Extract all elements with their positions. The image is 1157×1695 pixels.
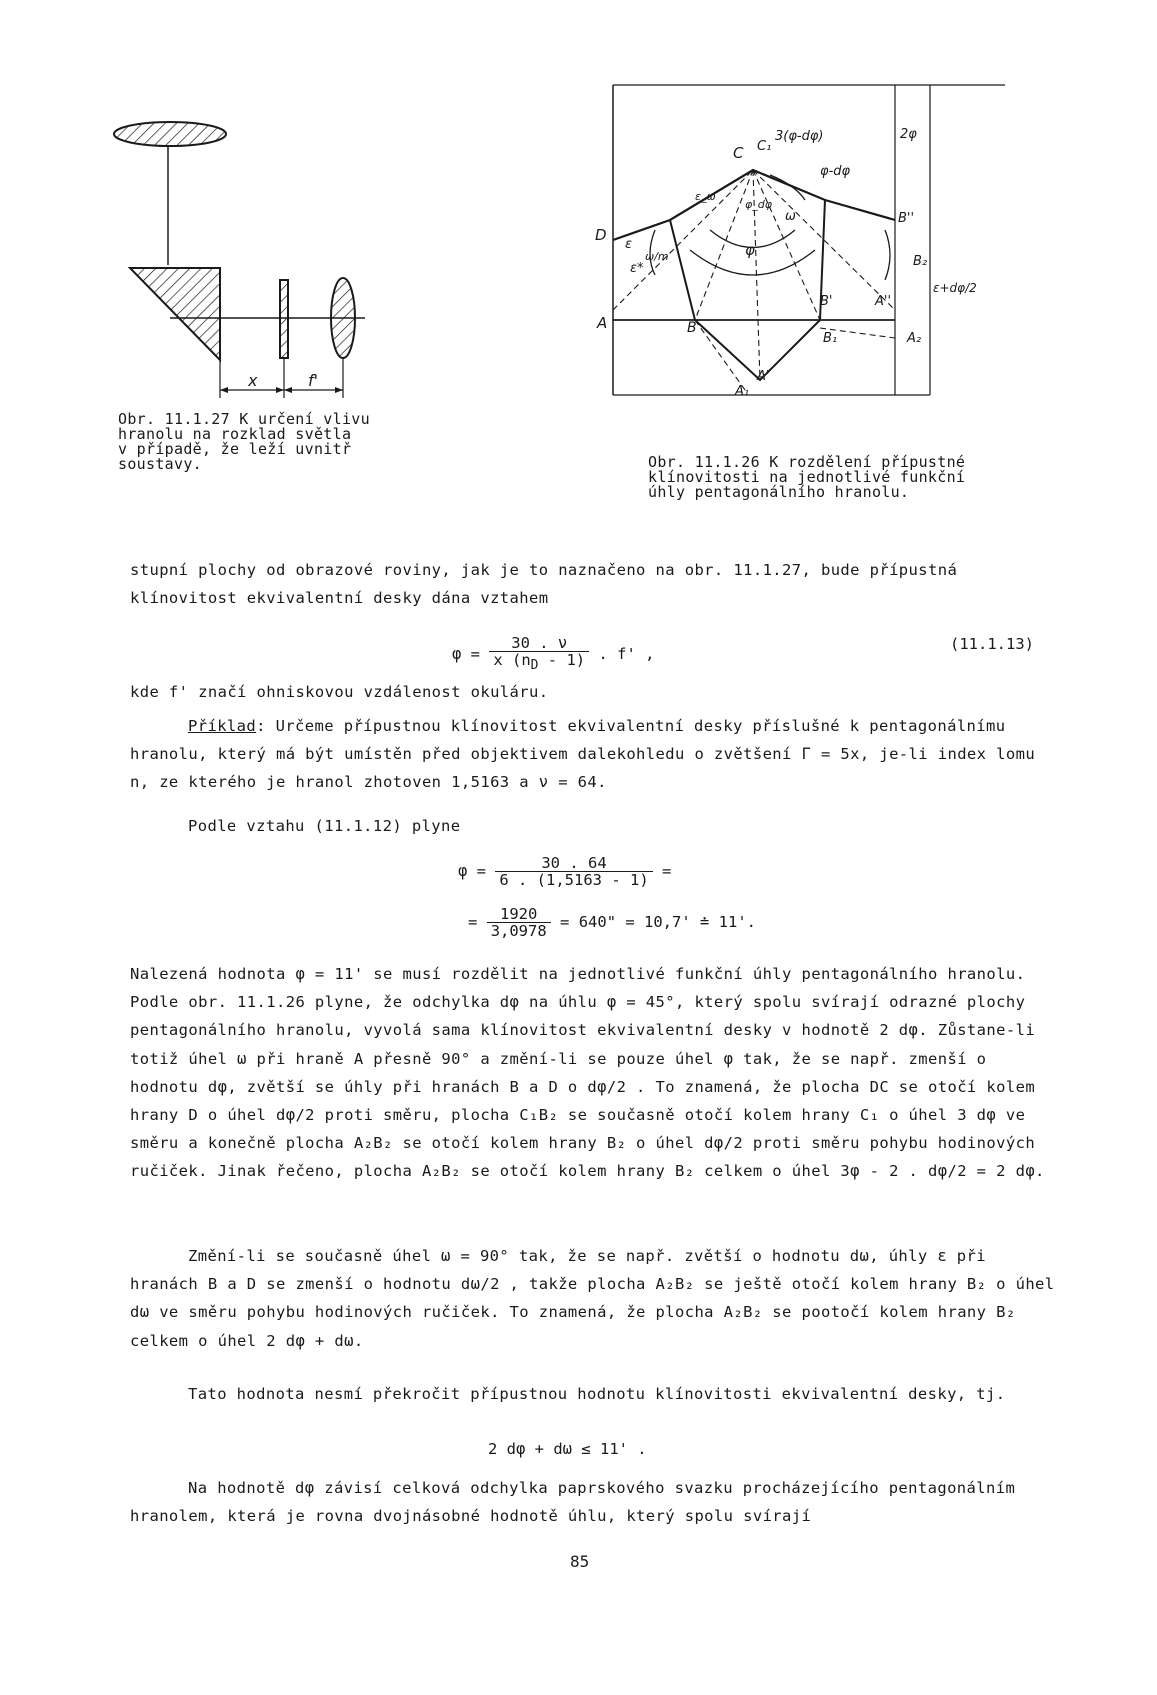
left-figure-caption: Obr. 11.1.27 K určení vlivu hranolu na rozklad světla v případě, že leží uvnitř soustavy. xyxy=(118,410,370,473)
label-A: A xyxy=(597,314,608,332)
figure-prism-in-system xyxy=(110,110,370,420)
label-eps: ε xyxy=(625,237,633,252)
label-B-double-prime: B'' xyxy=(898,211,915,226)
label-x: x xyxy=(248,371,258,390)
eyepiece-lens xyxy=(331,278,355,358)
label-C1: C₁ xyxy=(757,139,772,154)
label-phi-d: φ_dφ xyxy=(745,198,772,211)
objective-lens xyxy=(114,122,226,146)
equation-11-1-13: φ = $\frac{30 . \nu}{x (n_D - 1)}$ . f' , xyxy=(452,634,655,674)
label-C: C xyxy=(733,144,744,162)
paragraph-4: Podle vztahu (11.1.12) plyne xyxy=(188,817,461,835)
label-A2: A₂ xyxy=(907,331,922,346)
equation-computation: φ = $\frac{30 . 64}{6 . (1,5163 - 1)}$ = xyxy=(458,854,672,889)
paragraph-2: kde f' značí ohniskovou vzdálenost okuláru. xyxy=(130,683,549,701)
paragraph-7: Tato hodnota nesmí překročit přípustnou hodnotu klínovitosti ekvivalentní desky, tj. xyxy=(188,1385,1006,1403)
label-three-phi: 3(φ-dφ) xyxy=(775,129,824,144)
paragraph-example: Příklad: Určeme přípustnou klínovitost ekvivalentní desky příslušné k pentagonálnímu hranolu, který má být umístěn před objektivem dalekohledu o zvětšení Γ = 5x, je-li index lomu n, ze kterého je hranol zhotoven 1,5163 a ν = 64. xyxy=(130,717,1036,791)
paragraph-5: Nalezená hodnota φ = 11' se musí rozdělit na jednotlivé funkční úhly pentagonálního hranolu. Podle obr. 11.1.26 plyne, že odchylka dφ na úhlu φ = 45°, který spolu svírají odrazné plochy pentagonálního hranolu, vyvolá sama klínovitost ekvivalentní desky v hodnotě 2 dφ. Zůstane-li totiž úhel ω při hraně A přesně 90° a změní-li se pouze úhel φ tak, že se např. zmenší o hodnotu dφ, zvětší se úhly při hranách B a D o dφ/2 . To znamená, že plocha DC se otočí kolem hrany D o úhel dφ/2 proti směru, plocha C₁B₂ se současně otočí kolem hrany C₁ o úhel 3 dφ ve směru a konečně plocha A₂B₂ se otočí kolem hrany B₂ o úhel dφ/2 proti směru pohybu hodinových ručiček. Jinak řečeno, plocha A₂B₂ se otočí kolem hrany B₂ celkem o úhel 3φ - 2 . dφ/2 = 2 dφ. xyxy=(130,965,1045,1181)
label-B-prime: B' xyxy=(820,294,833,309)
label-eps-half: ε+dφ/2 xyxy=(933,281,977,295)
label-eps-star: ε* xyxy=(630,261,644,276)
label-f: f' xyxy=(308,371,319,390)
equation-number: (11.1.13) xyxy=(950,635,1034,653)
page-number: 85 xyxy=(570,1552,590,1571)
paragraph-8: Na hodnotě dφ závisí celková odchylka paprskového svazku procházejícího pentagonálním hranolem, která je rovna dvojnásobné hodnotě úhlu, který spolu svírají xyxy=(130,1479,1016,1525)
label-omega-m: ω/m xyxy=(645,250,669,263)
label-two-phi: 2φ xyxy=(900,127,917,142)
label-omega: ω xyxy=(785,209,796,224)
label-eps-omega: ε_ω xyxy=(695,190,716,203)
label-B: B xyxy=(687,320,697,336)
label-phi: φ xyxy=(745,241,755,259)
paragraph-1: stupní plochy od obrazové roviny, jak je to naznačeno na obr. 11.1.27, bude přípustná klínovitost ekvivalentní desky dána vztahem xyxy=(130,561,958,607)
label-B2: B₂ xyxy=(913,254,928,269)
image-plane-plate xyxy=(280,280,288,358)
label-D: D xyxy=(595,226,607,244)
label-phi-dphi-top: φ-dφ xyxy=(820,164,851,179)
label-A-prime: A' xyxy=(757,369,770,384)
eq1-denominator: x $(n_D - 1)$ xyxy=(493,651,586,674)
label-A-double-prime: A'' xyxy=(875,294,892,309)
example-label: Příklad xyxy=(188,717,257,735)
equation-result: = $\frac{1920}{3,0978}$ = 640" = 10,7' ≐ 11'. xyxy=(468,905,756,940)
figure-pentaprism xyxy=(595,80,1015,425)
prism xyxy=(130,268,220,360)
label-A1: A₁ xyxy=(735,384,750,399)
paragraph-6: Změní-li se současně úhel ω = 90° tak, že se např. zvětší o hodnotu dω, úhly ε při hranách B a D se zmenší o hodnotu dω/2 , takže plocha A₂B₂ se ještě otočí kolem hrany B₂ o úhel dω ve směru pohybu hodinových ručiček. To znamená, že plocha A₂B₂ se pootočí kolem hrany B₂ celkem o úhel 2 dφ + dω. xyxy=(130,1247,1055,1350)
inequality: 2 dφ + dω ≤ 11' . xyxy=(488,1440,647,1458)
label-B1: B₁ xyxy=(823,331,838,346)
right-figure-caption: Obr. 11.1.26 K rozdělení přípustné klínovitosti na jednotlivé funkční úhly pentagonálního hranolu. xyxy=(648,453,966,501)
eq1-numerator: 30 . ν xyxy=(489,635,589,652)
